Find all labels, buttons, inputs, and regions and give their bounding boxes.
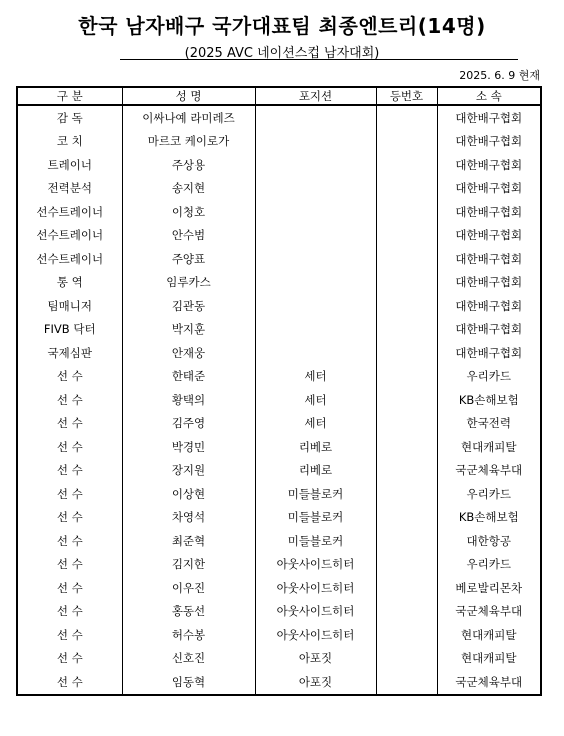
cell-number [376, 506, 437, 530]
cell-position: 미들블로커 [255, 482, 376, 506]
cell-club: 대한배구협회 [437, 318, 541, 342]
cell-role: 선 수 [17, 435, 122, 459]
cell-position: 세터 [255, 412, 376, 436]
table-row [17, 365, 541, 389]
table-row [17, 177, 541, 201]
document-subtitle: (2025 AVC 네이션스컵 남자대회) [184, 46, 380, 61]
cell-role: 선 수 [17, 365, 122, 389]
cell-name: 임루카스 [122, 271, 255, 295]
cell-number [376, 130, 437, 154]
cell-name: 김관동 [122, 294, 255, 318]
cell-club: 현대캐피탈 [437, 647, 541, 671]
cell-position: 리베로 [255, 435, 376, 459]
roster-body [17, 105, 541, 695]
cell-number [376, 459, 437, 483]
cell-club: 대한배구협회 [437, 341, 541, 365]
table-row [17, 130, 541, 154]
header-position: 포지션 [255, 87, 376, 105]
cell-role: 감 독 [17, 105, 122, 130]
cell-role: 선 수 [17, 529, 122, 553]
header-number: 등번호 [376, 87, 437, 105]
cell-club: 대한배구협회 [437, 153, 541, 177]
cell-role: FIVB 닥터 [17, 318, 122, 342]
cell-position: 세터 [255, 365, 376, 389]
cell-number [376, 623, 437, 647]
table-row [17, 600, 541, 624]
cell-club: 국군체육부대 [437, 459, 541, 483]
cell-role: 전력분석 [17, 177, 122, 201]
cell-name: 이청호 [122, 200, 255, 224]
cell-club: 대한배구협회 [437, 247, 541, 271]
table-row [17, 412, 541, 436]
table-row [17, 224, 541, 248]
cell-club: 대한배구협회 [437, 271, 541, 295]
cell-number [376, 153, 437, 177]
cell-role: 선 수 [17, 647, 122, 671]
table-row [17, 294, 541, 318]
table-row [17, 482, 541, 506]
cell-position [255, 224, 376, 248]
cell-role: 선 수 [17, 670, 122, 695]
table-row [17, 105, 541, 130]
cell-position [255, 294, 376, 318]
cell-name: 차영석 [122, 506, 255, 530]
cell-position [255, 177, 376, 201]
cell-role: 선 수 [17, 482, 122, 506]
cell-position: 미들블로커 [255, 506, 376, 530]
table-row [17, 247, 541, 271]
table-row [17, 341, 541, 365]
as-of-date: 2025. 6. 9 현재 [459, 69, 540, 82]
cell-position: 아포짓 [255, 647, 376, 671]
cell-name: 신호진 [122, 647, 255, 671]
table-row [17, 318, 541, 342]
cell-club: 현대캐피탈 [437, 623, 541, 647]
cell-club: 대한배구협회 [437, 200, 541, 224]
cell-position [255, 153, 376, 177]
cell-position [255, 130, 376, 154]
cell-number [376, 670, 437, 695]
cell-number [376, 177, 437, 201]
cell-role: 선 수 [17, 600, 122, 624]
cell-position [255, 247, 376, 271]
cell-name: 박경민 [122, 435, 255, 459]
cell-position [255, 341, 376, 365]
table-header-row [17, 87, 541, 105]
cell-role: 선 수 [17, 553, 122, 577]
table-row [17, 435, 541, 459]
cell-number [376, 388, 437, 412]
cell-club: 우리카드 [437, 482, 541, 506]
cell-role: 팀매니저 [17, 294, 122, 318]
document-title: 한국 남자배구 국가대표팀 최종엔트리(14명) [78, 14, 486, 38]
table-row [17, 553, 541, 577]
cell-position [255, 318, 376, 342]
cell-club: 국군체육부대 [437, 670, 541, 695]
table-row [17, 271, 541, 295]
cell-club: 대한배구협회 [437, 130, 541, 154]
cell-position [255, 105, 376, 130]
cell-club: KB손해보험 [437, 388, 541, 412]
cell-club: 대한항공 [437, 529, 541, 553]
cell-number [376, 435, 437, 459]
cell-number [376, 247, 437, 271]
cell-club: 대한배구협회 [437, 294, 541, 318]
cell-club: 한국전력 [437, 412, 541, 436]
table-row [17, 576, 541, 600]
table-row [17, 388, 541, 412]
cell-name: 박지훈 [122, 318, 255, 342]
cell-club: 베로발리몬차 [437, 576, 541, 600]
cell-position: 아웃사이드히터 [255, 576, 376, 600]
table-row [17, 153, 541, 177]
cell-name: 허수봉 [122, 623, 255, 647]
cell-name: 이싸나예 라미레즈 [122, 105, 255, 130]
table-row [17, 200, 541, 224]
cell-role: 통 역 [17, 271, 122, 295]
cell-number [376, 341, 437, 365]
cell-number [376, 294, 437, 318]
title-underline [120, 59, 518, 60]
table-row [17, 506, 541, 530]
cell-position: 아웃사이드히터 [255, 600, 376, 624]
cell-role: 코 치 [17, 130, 122, 154]
cell-number [376, 647, 437, 671]
cell-position [255, 271, 376, 295]
cell-name: 주상용 [122, 153, 255, 177]
cell-position: 세터 [255, 388, 376, 412]
cell-position: 아포짓 [255, 670, 376, 695]
cell-number [376, 224, 437, 248]
roster-table [16, 86, 542, 696]
cell-number [376, 529, 437, 553]
cell-name: 안수범 [122, 224, 255, 248]
cell-role: 선 수 [17, 388, 122, 412]
cell-position: 미들블로커 [255, 529, 376, 553]
table-row [17, 670, 541, 695]
table-row [17, 647, 541, 671]
cell-club: 현대캐피탈 [437, 435, 541, 459]
cell-name: 마르코 케이로가 [122, 130, 255, 154]
cell-role: 선 수 [17, 506, 122, 530]
header-name: 성 명 [122, 87, 255, 105]
cell-name: 장지원 [122, 459, 255, 483]
cell-number [376, 553, 437, 577]
cell-club: 대한배구협회 [437, 105, 541, 130]
cell-number [376, 482, 437, 506]
cell-number [376, 105, 437, 130]
cell-name: 한태준 [122, 365, 255, 389]
cell-name: 임동혁 [122, 670, 255, 695]
cell-number [376, 576, 437, 600]
cell-name: 김지한 [122, 553, 255, 577]
cell-number [376, 200, 437, 224]
cell-club: 국군체육부대 [437, 600, 541, 624]
cell-name: 황택의 [122, 388, 255, 412]
cell-role: 선수트레이너 [17, 247, 122, 271]
cell-club: 우리카드 [437, 553, 541, 577]
cell-club: 우리카드 [437, 365, 541, 389]
cell-role: 선 수 [17, 459, 122, 483]
cell-position: 아웃사이드히터 [255, 553, 376, 577]
cell-name: 최준혁 [122, 529, 255, 553]
cell-number [376, 271, 437, 295]
table-row [17, 459, 541, 483]
cell-role: 선 수 [17, 412, 122, 436]
header-role: 구 분 [17, 87, 122, 105]
cell-position [255, 200, 376, 224]
cell-role: 선수트레이너 [17, 200, 122, 224]
cell-name: 이우진 [122, 576, 255, 600]
cell-club: KB손해보험 [437, 506, 541, 530]
cell-name: 홍동선 [122, 600, 255, 624]
cell-position: 리베로 [255, 459, 376, 483]
cell-position: 아웃사이드히터 [255, 623, 376, 647]
cell-name: 이상현 [122, 482, 255, 506]
cell-number [376, 365, 437, 389]
cell-club: 대한배구협회 [437, 224, 541, 248]
table-row [17, 623, 541, 647]
header-club: 소 속 [437, 87, 541, 105]
cell-role: 선 수 [17, 623, 122, 647]
cell-name: 안재웅 [122, 341, 255, 365]
cell-role: 선 수 [17, 576, 122, 600]
cell-number [376, 412, 437, 436]
cell-club: 대한배구협회 [437, 177, 541, 201]
cell-number [376, 600, 437, 624]
cell-name: 송지현 [122, 177, 255, 201]
table-row [17, 529, 541, 553]
cell-name: 주양표 [122, 247, 255, 271]
cell-role: 선수트레이너 [17, 224, 122, 248]
cell-name: 김주영 [122, 412, 255, 436]
cell-number [376, 318, 437, 342]
cell-role: 트레이너 [17, 153, 122, 177]
cell-role: 국제심판 [17, 341, 122, 365]
